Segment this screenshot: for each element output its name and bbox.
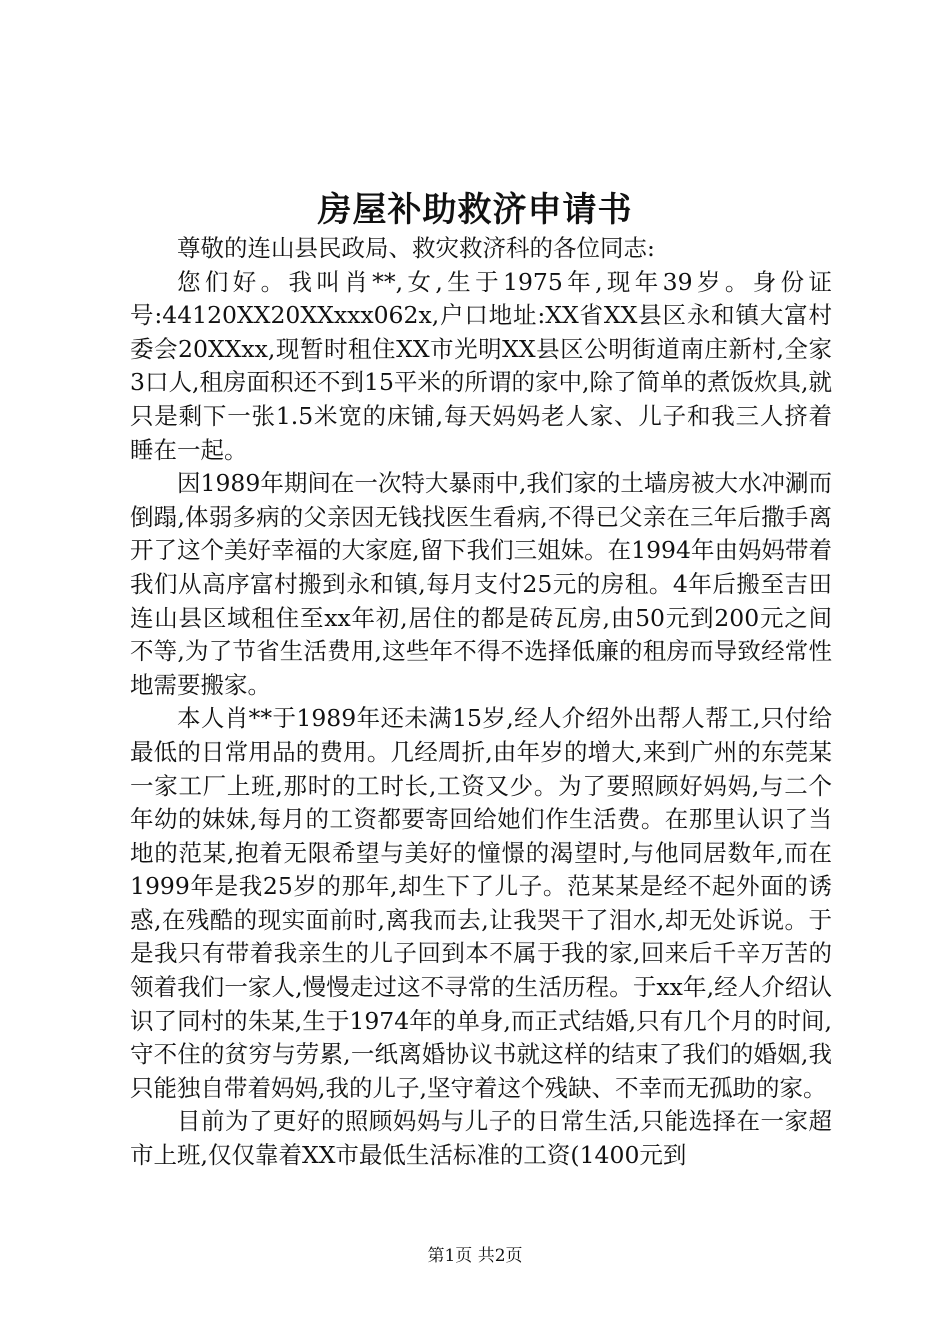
paragraph-family-history: 因1989年期间在一次特大暴雨中,我们家的土墙房被大水冲涮而倒蹋,体弱多病的父亲因无钱找医生看病,不得已父亲在三年后撒手离开了这个美好幸福的大家庭,留下我们三姐妹。在1994年由妈妈带着我们从高序富村搬到永和镇,每月支付25元的房租。4年后搬至吉田连山县区域租住至xx年初,居住的都是砖瓦房,由50元到200元之间不等,为了节省生活费用,这些年不得不选择低廉的租房而导致经常性地需要搬家。 (130, 469, 832, 699)
paragraph-current-situation: 目前为了更好的照顾妈妈与儿子的日常生活,只能选择在一家超市上班,仅仅靠着XX市最低生活标准的工资(1400元到 (130, 1107, 832, 1170)
document-body (130, 232, 832, 1173)
paragraph-personal-experience: 本人肖**于1989年还未满15岁,经人介绍外出帮人帮工,只付给最低的日常用品的费用。几经周折,由年岁的增大,来到广州的东莞某一家工厂上班,那时的工时长,工资又少。为了要照顾好妈妈,与二个年幼的妹妹,每月的工资都要寄回给她们作生活费。在那里认识了当地的范某,抱着无限希望与美好的憧憬的渴望时,与他同居数年,而在1999年是我25岁的那年,却生下了儿子。范某某是经不起外面的诱惑,在残酷的现实面前时,离我而去,让我哭干了泪水,却无处诉说。于是我只有带着我亲生的儿子回到本不属于我的家,回来后千辛万苦的领着我们一家人,慢慢走过这不寻常的生活历程。于xx年,经人介绍认识了同村的朱某,生于1974年的单身,而正式结婚,只有几个月的时间,守不住的贫穷与劳累,一纸离婚协议书就这样的结束了我们的婚姻,我只能独自带着妈妈,我的儿子,坚守着这个残缺、不幸而无孤助的家。 (130, 704, 832, 1102)
document-title: 房屋补助救济申请书 (317, 190, 633, 230)
page-number-footer: 第1页 共2页 (427, 1246, 523, 1266)
paragraph-personal-info: 您们好。我叫肖**,女,生于1975年,现年39岁。身份证号:44120XX20XXxxx062x,户口地址:XX省XX县区永和镇大富村委会20XXxx,现暂时租住XX市光明XX县区公明街道南庄新村,全家3口人,租房面积还不到15平米的所谓的家中,除了简单的煮饭炊具,就只是剩下一张1.5米宽的床铺,每天妈妈老人家、儿子和我三人挤着睡在一起。 (130, 267, 832, 464)
salutation: 尊敬的连山县民政局、救灾救济科的各位同志: (177, 234, 655, 262)
